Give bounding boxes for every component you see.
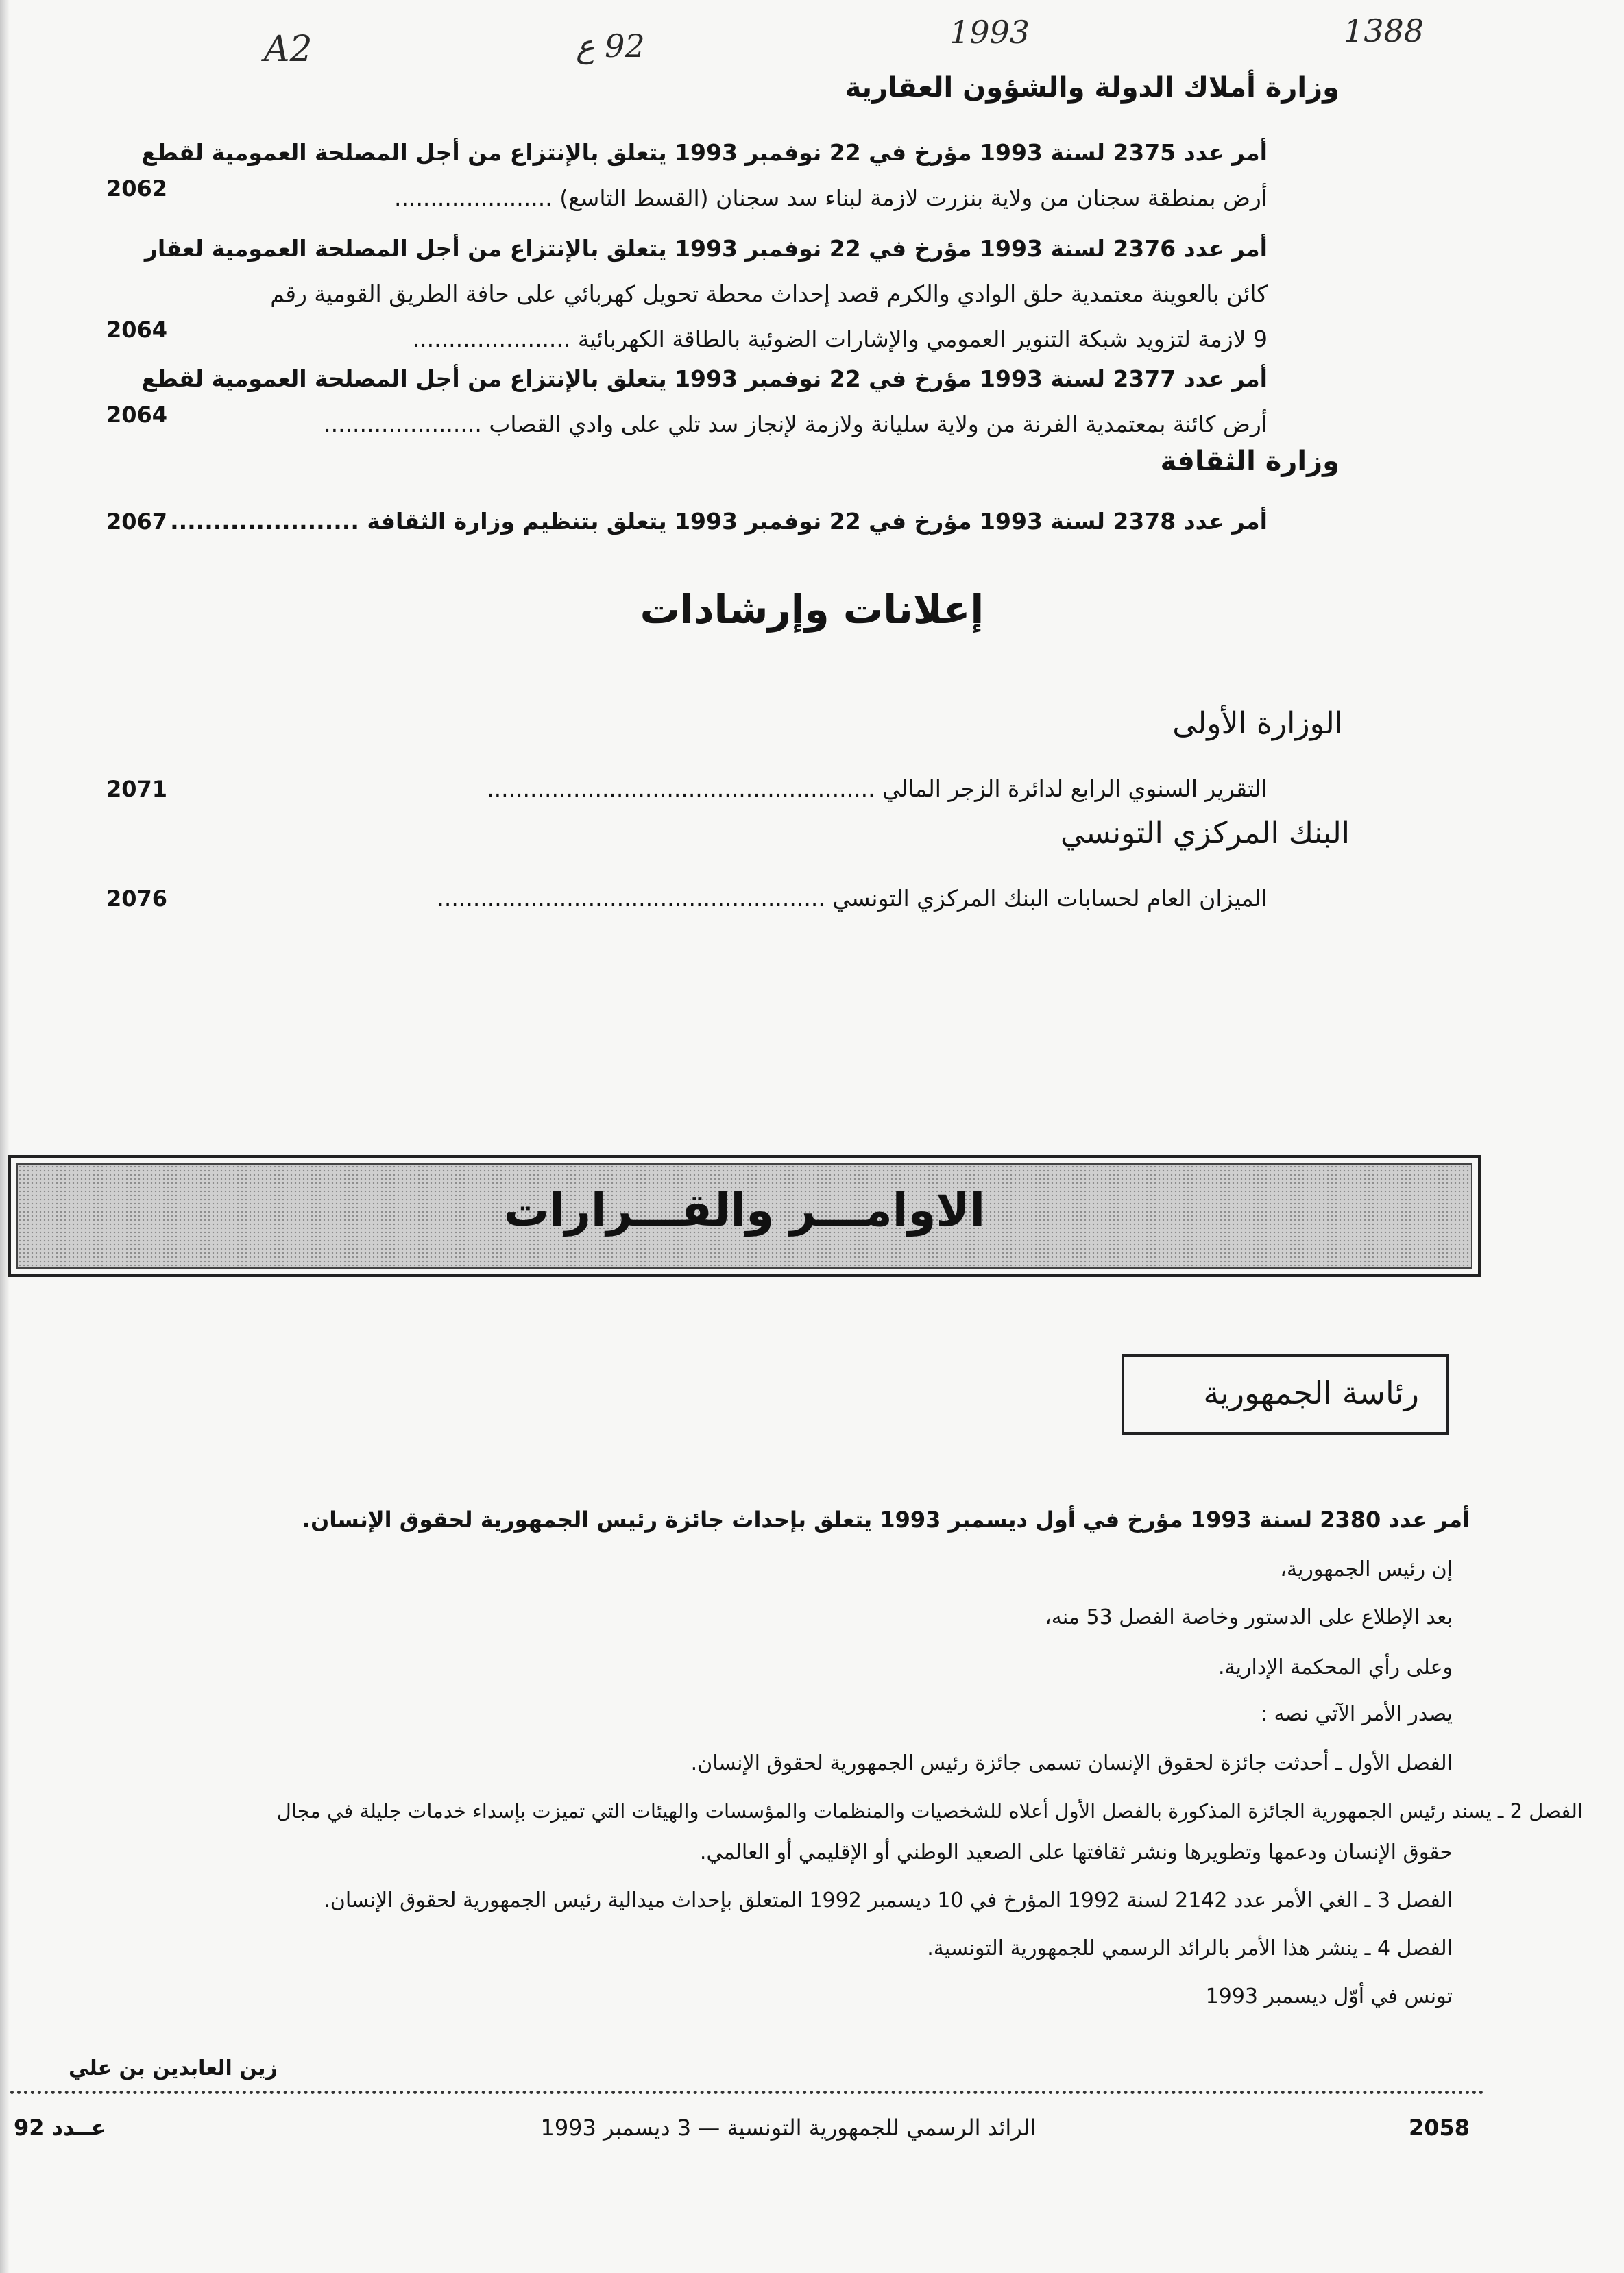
toc-entry-central-bank	[106, 876, 1268, 921]
toc-entry-2375-line1: أمر عدد 2375 لسنة 1993 مؤرخ في 22 نوفمبر 1993 يتعلق بالإنتزاع من أجل المصلحة العمومية لقطع	[141, 139, 1268, 166]
toc-entry-2376-line2: كائن بالعوينة معتمدية حلق الوادي والكرم قصد إحداث محطة تحويل كهربائي على حافة الطريق القومية رقم	[270, 280, 1268, 307]
toc-entry-2377-line2: أرض كائنة بمعتمدية الفرنة من ولاية سليانة ولازمة لإنجاز سد تلي على وادي القصاب ......................	[324, 411, 1268, 437]
decree-article-4: الفصل 4 ـ ينشر هذا الأمر بالرائد الرسمي للجمهورية التونسية.	[927, 1936, 1453, 1960]
footer-gazette: الرائد الرسمي للجمهورية التونسية — 3 ديسمبر 1993	[540, 2115, 1037, 2141]
decree-article-2-line2: حقوق الإنسان ودعمها وتطويرها ونشر ثقافتها على الصعيد الوطني أو الإقليمي أو العالمي.	[699, 1840, 1453, 1864]
footer-divider	[10, 2091, 1484, 2094]
footer-issue: عــدد 92	[14, 2115, 106, 2141]
decree-signature: زين العابدين بن علي	[69, 2056, 278, 2080]
toc-entry-2375-line2: أرض بمنطقة سجنان من ولاية بنزرت لازمة لبناء سد سجنان (القسط التاسع) ......................	[393, 184, 1268, 211]
decree-article-2-line1: الفصل 2 ـ يسند رئيس الجمهورية الجائزة المذكورة بالفصل الأول أعلاه للشخصيات والمنظمات والمؤسسات والهيئات التي تميزت بإسداء خدمات جليلة في مجال	[276, 1799, 1583, 1823]
presidency-heading: رئاسة الجمهورية	[1203, 1374, 1419, 1411]
toc-entry-2377-line1: أمر عدد 2377 لسنة 1993 مؤرخ في 22 نوفمبر 1993 يتعلق بالإنتزاع من أجل المصلحة العمومية لقطع	[141, 365, 1268, 392]
handwritten-year: 1993	[949, 14, 1030, 51]
toc-entry-2375-page: 2062	[106, 175, 168, 202]
toc-entry-2376-line3: 9 لازمة لتزويد شبكة التنوير العمومي والإشارات الضوئية بالطاقة الكهربائية ......................	[412, 326, 1268, 352]
handwritten-code: 1388	[1344, 12, 1425, 49]
decree-line-3: وعلى رأي المحكمة الإدارية.	[1217, 1655, 1453, 1679]
toc-entry-central-bank-text: الميزان العام لحسابات البنك المركزي التونسي ......................................................	[437, 885, 1268, 912]
toc-entry-2375	[106, 130, 1268, 221]
toc-entry-first-ministry	[106, 766, 1268, 812]
ministry-property-heading: وزارة أملاك الدولة والشؤون العقارية	[845, 72, 1340, 104]
decree-line-1: إن رئيس الجمهورية،	[1280, 1557, 1453, 1581]
presidency-box	[1122, 1354, 1449, 1435]
toc-entry-first-ministry-page: 2071	[106, 776, 168, 802]
decree-title: أمر عدد 2380 لسنة 1993 مؤرخ في أول ديسمبر 1993 يتعلق بإحداث جائزة رئيس الجمهورية لحقوق الإنسان.	[302, 1507, 1470, 1533]
first-ministry-heading: الوزارة الأولى	[1172, 706, 1343, 741]
toc-entry-2377	[106, 356, 1268, 447]
decree-line-2: بعد الإطلاع على الدستور وخاصة الفصل 53 منه،	[1045, 1605, 1453, 1629]
toc-entry-2376-page: 2064	[106, 317, 168, 343]
handwritten-a2: A2	[264, 29, 313, 70]
central-bank-heading: البنك المركزي التونسي	[1060, 816, 1350, 851]
ministry-culture-heading: وزارة الثقافة	[1160, 446, 1340, 477]
toc-entry-central-bank-page: 2076	[106, 886, 168, 912]
banner-frame	[8, 1155, 1481, 1277]
toc-entry-2378-text: أمر عدد 2378 لسنة 1993 مؤرخ في 22 نوفمبر 1993 يتعلق بتنظيم وزارة الثقافة ......................	[170, 508, 1268, 535]
handwritten-issue: 92 ع	[576, 27, 645, 64]
decree-date: تونس في أوّل ديسمبر 1993	[1205, 1984, 1453, 2008]
decree-line-4: يصدر الأمر الآتي نصه :	[1260, 1702, 1453, 1726]
decree-article-1: الفصل الأول ـ أحدثت جائزة لحقوق الإنسان تسمى جائزة رئيس الجمهورية لحقوق الإنسان.	[690, 1751, 1453, 1775]
banner-title: الاوامـــر والقـــرارات	[503, 1184, 986, 1237]
toc-entry-2378-page: 2067	[106, 509, 168, 535]
toc-entry-2376-line1: أمر عدد 2376 لسنة 1993 مؤرخ في 22 نوفمبر 1993 يتعلق بالإنتزاع من أجل المصلحة العمومية لعقار	[144, 235, 1268, 262]
scan-edge-shadow	[0, 0, 10, 2273]
toc-entry-2378	[106, 499, 1268, 544]
announcements-title: إعلانات وإرشادات	[640, 586, 984, 633]
toc-entry-2376	[106, 226, 1268, 362]
toc-entry-2377-page: 2064	[106, 402, 168, 428]
footer-page-number: 2058	[1409, 2115, 1470, 2141]
decree-article-3: الفصل 3 ـ الغي الأمر عدد 2142 لسنة 1992 المؤرخ في 10 ديسمبر 1992 المتعلق بإحداث ميدالية رئيس الجمهورية لحقوق الإنسان.	[324, 1888, 1453, 1912]
toc-entry-first-ministry-text: التقرير السنوي الرابع لدائرة الزجر المالي ......................................................	[487, 775, 1268, 802]
